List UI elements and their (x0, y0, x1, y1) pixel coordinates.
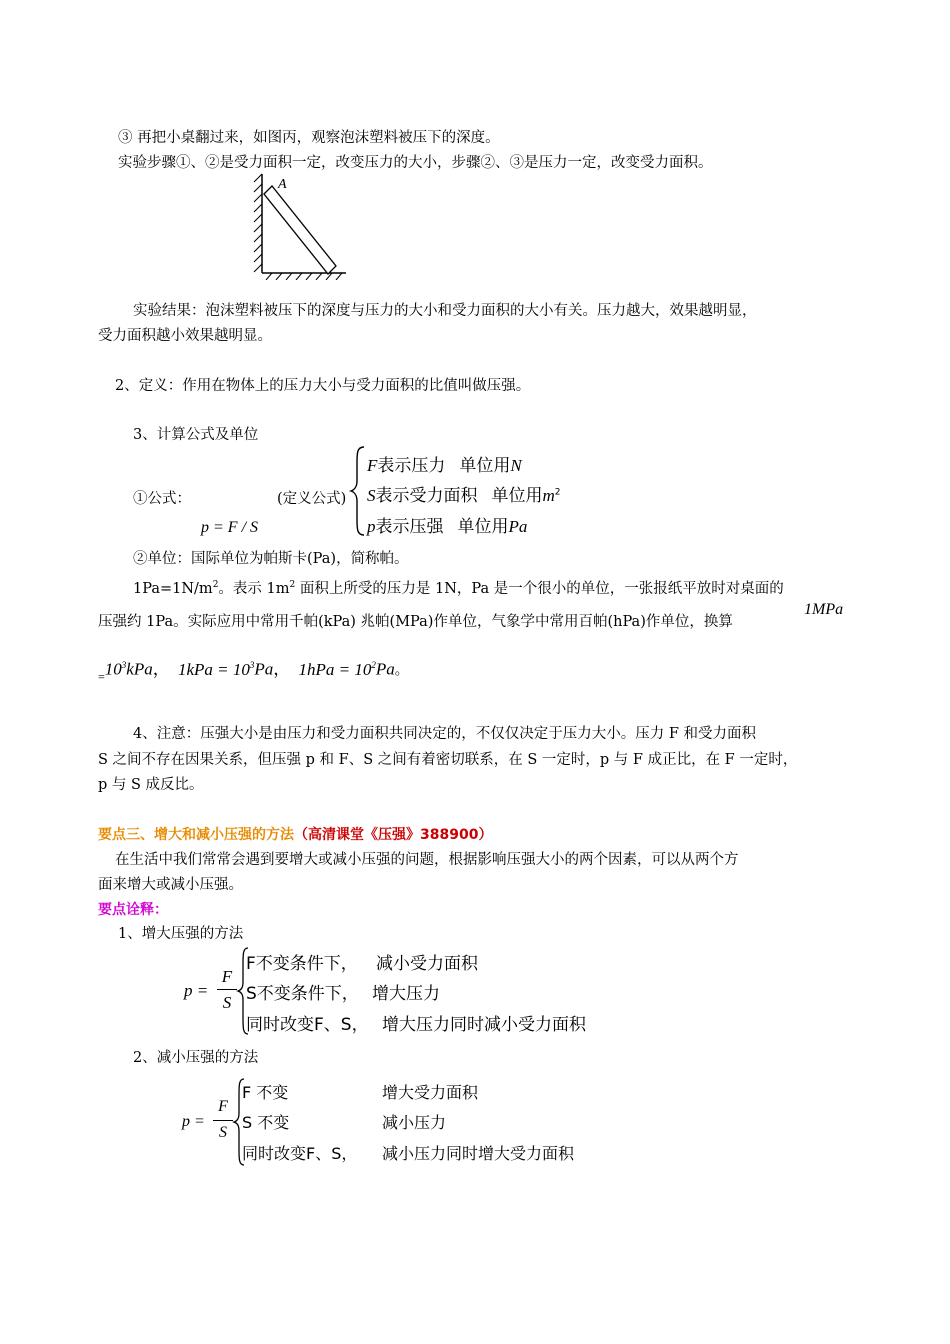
point3-heading-main: 要点三、增大和减小压强的方法 (98, 827, 294, 843)
explain-heading: 要点诠释： (98, 902, 168, 918)
increase-fraction-bar (217, 989, 237, 990)
result-text-2: 受力面积越小效果越明显。 (98, 328, 272, 344)
conversion-sep-1: ， (152, 659, 170, 679)
increase-denominator: S (222, 993, 232, 1012)
unit-text-2 (133, 575, 784, 599)
increase-method-action: 减小受力面积 (376, 954, 478, 974)
decrease-method-condition: 同时改变F、S， (242, 1144, 358, 1163)
point3-text-2: 面来增大或减小压强。 (98, 877, 243, 893)
formula-variable-desc: 表示受力面积 (375, 486, 478, 506)
unit-text-3: 压强约 1Pa。实际应用中常用千帕(kPa) 兆帕(MPa)作单位，气象学中常用百帕(hPa)作单位，换算 (98, 614, 733, 630)
unit-text-2e: 面积上所受的压力是 1N，Pa 是一个很小的单位，一张报纸平放时对桌面的 (295, 580, 784, 597)
decrease-title: 2、减小压强的方法 (133, 1050, 259, 1066)
formula-variable-unit-label: 单位用 (491, 486, 543, 506)
decrease-lhs: p = (182, 1113, 205, 1130)
conversion-hpa-eq-sup: 2 (371, 660, 376, 670)
increase-lhs: p = (184, 981, 209, 1000)
conversion-kpa-eq: 1kPa = 10 (177, 659, 250, 679)
formula-main: p = F / S (201, 519, 259, 536)
formula-variable-desc: 表示压强 (375, 517, 444, 537)
definition-text: 2、定义：作用在物体上的压力大小与受力面积的比值叫做压强。 (115, 378, 531, 394)
conversion-kpa-sup: 3 (121, 660, 127, 670)
incline-diagram (248, 170, 348, 280)
formula-label: ①公式： (133, 491, 191, 507)
formula-variable-row (367, 451, 522, 476)
decrease-method-action: 减小压力 (382, 1113, 447, 1132)
conversion-sep-2: ， (273, 659, 291, 679)
unit-text-2a: 1Pa=1N/m (133, 580, 213, 597)
increase-method-action: 增大压力 (372, 984, 440, 1004)
point3-text-1: 在生活中我们常常会遇到要增大或减小压强的问题，根据影响压强大小的两个因素，可以从两个方 (115, 852, 739, 868)
unit-text-2d: 2 (289, 580, 296, 590)
increase-title: 1、增大压强的方法 (118, 926, 244, 942)
figure-label-a: A (278, 177, 287, 192)
formula-variable-unit-sup: 2 (554, 487, 561, 498)
formula-variable-symbol: p (367, 517, 376, 536)
decrease-denominator: S (219, 1124, 227, 1141)
increase-numerator: F (221, 967, 233, 986)
formula-variable-unit-label: 单位用 (459, 456, 511, 476)
formula-variable-symbol: F (367, 456, 378, 475)
conversion-kpa-unit: kPa (126, 659, 153, 679)
increase-method-condition: F不变条件下， (246, 954, 358, 974)
conversion-eq: = (98, 669, 105, 684)
decrease-method-condition: F 不变 (242, 1083, 289, 1102)
formula-variable-row (367, 512, 527, 537)
formula-variable-desc: 表示压力 (377, 456, 446, 476)
unit-text-2c: 。表示 1m (218, 580, 290, 597)
conversion-kpa-base: 10 (104, 659, 122, 679)
conversion-line (98, 652, 409, 690)
conversion-end: 。 (394, 663, 409, 679)
calc-title: 3、计算公式及单位 (133, 427, 259, 443)
conversion-hpa-eq-unit: Pa (375, 659, 395, 679)
note-text-1: 4、注意：压强大小是由压力和受力面积共同决定的，不仅仅决定于压力大小。压力 F 和受力面积 (133, 726, 757, 742)
decrease-method-action: 增大受力面积 (382, 1083, 479, 1102)
conversion-kpa-eq-unit: Pa (254, 659, 274, 679)
conversion-kpa-eq-sup: 3 (249, 660, 255, 670)
decrease-fraction-bar (213, 1120, 233, 1121)
steps-summary-text: 实验步骤①、②是受力面积一定，改变压力的大小，步骤②、③是压力一定，改变受力面积。 (118, 155, 713, 171)
conversion-hpa-eq: 1hPa = 10 (298, 659, 372, 679)
formula-variable-row (367, 481, 561, 506)
note-text-3: p 与 S 成反比。 (98, 777, 204, 793)
result-text-1: 实验结果：泡沫塑料被压下的深度与压力的大小和受力面积的大小有关。压力越大，效果越明显， (133, 303, 757, 319)
formula-variable-unit: m (542, 486, 555, 505)
formula-definition-note: (定义公式) (277, 491, 347, 507)
formula-variable-symbol: S (367, 486, 376, 505)
formula-variable-unit: Pa (508, 517, 528, 536)
decrease-method-action: 减小压力同时增大受力面积 (382, 1144, 575, 1163)
decrease-method-condition: S 不变 (242, 1113, 290, 1132)
point3-heading-ref: （高清课堂《压强》388900） (294, 827, 493, 843)
increase-method-condition: 同时改变F、S， (246, 1015, 369, 1035)
note-text-2: S 之间不存在因果关系，但压强 p 和 F、S 之间有着密切联系，在 S 一定时，p 与 F 成正比，在 F 一定时， (98, 752, 798, 768)
unit-text-1: ②单位：国际单位为帕斯卡(Pa)，简称帕。 (133, 551, 409, 567)
step3-text: ③ 再把小桌翻过来，如图丙，观察泡沫塑料被压下的深度。 (118, 130, 500, 146)
increase-method-action: 增大压力同时减小受力面积 (382, 1015, 586, 1035)
brace-symbol (348, 445, 368, 537)
decrease-numerator: F (218, 1098, 228, 1115)
increase-method-condition: S不变条件下， (246, 984, 359, 1004)
formula-variable-unit-label: 单位用 (457, 517, 509, 537)
point3-heading (98, 824, 492, 844)
conversion-mpa: 1MPa (804, 601, 844, 618)
figure-incline (248, 170, 348, 280)
formula-variable-unit: N (510, 456, 522, 475)
unit-text-2b: 2 (212, 580, 219, 590)
